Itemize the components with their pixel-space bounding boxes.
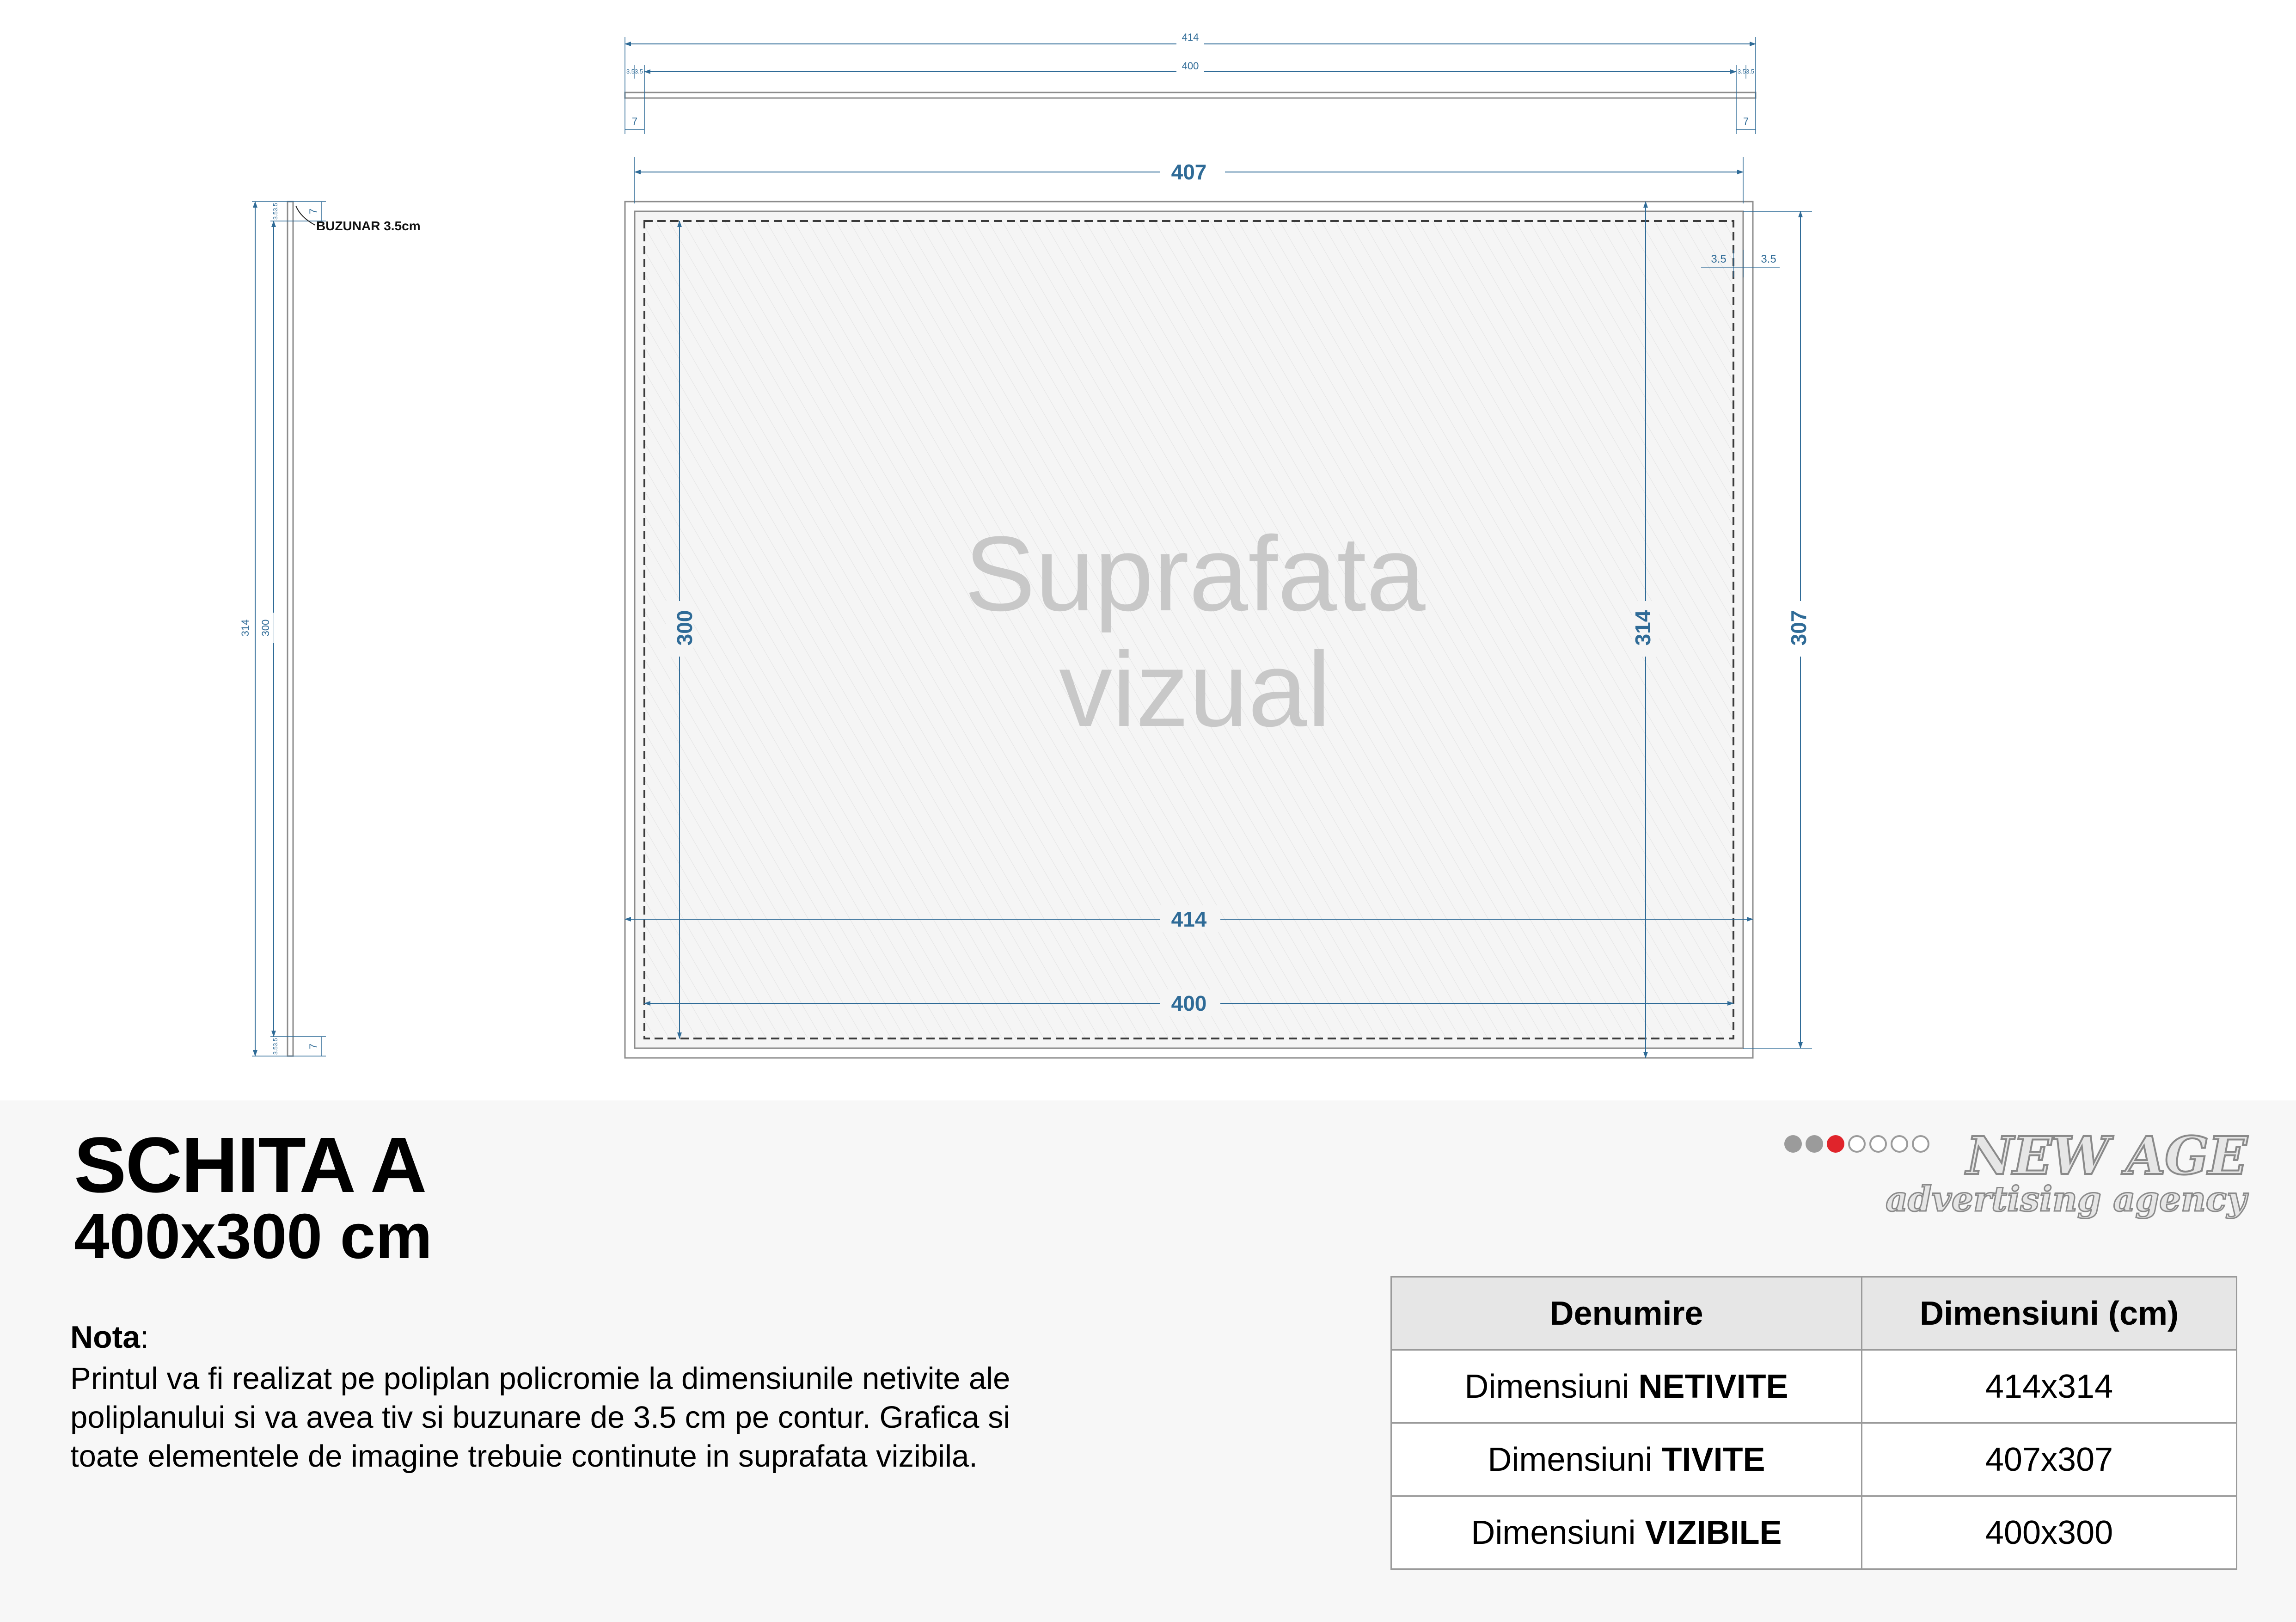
agency-logo <box>1867 1126 2247 1232</box>
page-dot[interactable] <box>1806 1135 1823 1153</box>
table-cell-name <box>1391 1423 1862 1496</box>
row-prefix: Dimensiuni <box>1464 1368 1639 1405</box>
dim-label-414: 414 <box>1171 907 1207 931</box>
top-strip-small-left: 3.53.5 <box>626 68 643 75</box>
table-row <box>1391 1496 2237 1569</box>
table-cell-name <box>1391 1496 1862 1569</box>
table-cell-value: 400x300 <box>1862 1496 2237 1569</box>
dim-label-307: 307 <box>1787 610 1811 646</box>
side-strip-margin-top: 7 <box>307 208 319 215</box>
table-row <box>1391 1350 2237 1423</box>
note-text: Printul va fi realizat pe poliplan policromie la dimensiunile netivite ale poliplanului si va avea tiv si buzunare de 3.5 cm pe contur. Grafica si toate elementele de imagine trebuie continute in suprafata vizibila. <box>70 1361 1010 1474</box>
table-cell-value: 414x314 <box>1862 1350 2237 1423</box>
side-strip-label-300: 300 <box>260 619 271 637</box>
pocket-dim-right: 3.5 <box>1761 253 1776 265</box>
dim-label-400: 400 <box>1171 991 1207 1015</box>
note-colon: : <box>140 1320 149 1355</box>
main-panel <box>625 157 1814 1058</box>
dim-label-300: 300 <box>673 610 697 646</box>
dimensions-table <box>1390 1276 2237 1570</box>
row-bold: NETIVITE <box>1638 1368 1788 1405</box>
note-heading <box>70 1321 149 1353</box>
dim-label-407: 407 <box>1171 160 1207 184</box>
page-dot-active[interactable] <box>1827 1135 1844 1153</box>
page-dot[interactable] <box>1784 1135 1802 1153</box>
side-strip-body <box>288 202 293 1056</box>
top-strip-margin-left: 7 <box>631 116 638 127</box>
top-strip-label-414: 414 <box>1182 31 1199 43</box>
dim-label-314: 314 <box>1631 610 1655 646</box>
logo-line2: advertising agency <box>1886 1180 2247 1219</box>
side-strip-small-top: 3.53.5 <box>272 203 279 220</box>
side-strip-label-314: 314 <box>239 619 251 637</box>
row-bold: VIZIBILE <box>1645 1514 1782 1551</box>
watermark-line1: Suprafata <box>964 514 1426 633</box>
table-header-row <box>1391 1277 2237 1350</box>
side-strip <box>239 202 421 1056</box>
table-cell-value: 407x307 <box>1862 1423 2237 1496</box>
pocket-callout-label: BUZUNAR 3.5cm <box>316 219 421 233</box>
top-strip-margin-right: 7 <box>1743 116 1749 127</box>
note-label: Nota <box>70 1320 141 1355</box>
table-cell-name <box>1391 1350 1862 1423</box>
page-subtitle: 400x300 cm <box>74 1201 433 1272</box>
table-header-dimensions: Dimensiuni (cm) <box>1862 1277 2237 1350</box>
side-strip-small-bottom: 3.53.5 <box>272 1038 279 1055</box>
side-strip-margin-bottom: 7 <box>307 1043 319 1050</box>
row-prefix: Dimensiuni <box>1488 1441 1662 1478</box>
top-strip-small-right: 3.53.5 <box>1737 68 1755 75</box>
logo-line1: NEW AGE <box>1966 1126 2247 1186</box>
row-prefix: Dimensiuni <box>1471 1514 1645 1551</box>
page-dot[interactable] <box>1848 1135 1866 1153</box>
top-strip-body <box>625 92 1756 98</box>
top-strip-label-400: 400 <box>1182 60 1199 72</box>
page-title: SCHITA A <box>74 1121 426 1209</box>
table-row <box>1391 1423 2237 1496</box>
pocket-dim-left: 3.5 <box>1711 253 1727 265</box>
row-bold: TIVITE <box>1661 1441 1765 1478</box>
watermark-line2: vizual <box>1059 630 1331 749</box>
top-strip <box>625 31 1756 134</box>
table-header-name: Denumire <box>1391 1277 1862 1350</box>
